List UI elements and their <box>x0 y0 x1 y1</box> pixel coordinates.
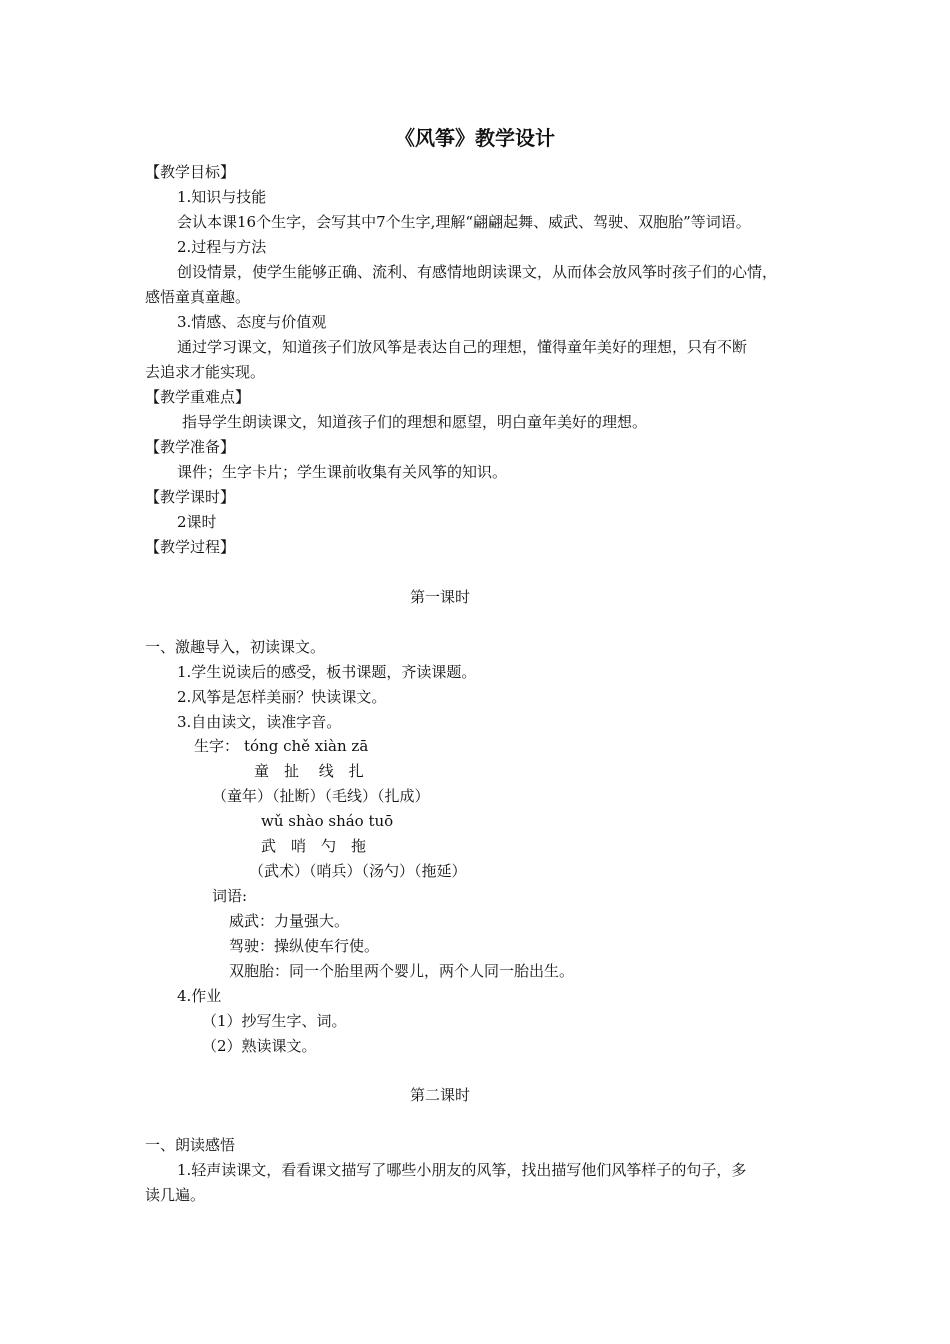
goal3-text-line2: 去追求才能实现。 <box>145 363 266 381</box>
document-title: 《风筝》教学设计 <box>395 126 555 150</box>
homework-1: （1）抄写生字、词。 <box>202 1012 347 1030</box>
prep-heading: 【教学准备】 <box>145 438 236 456</box>
goal1-text: 会认本课16个生字，会写其中7个生字,理解“翩翩起舞、威武、驾驶、双胞胎”等词语。 <box>177 213 751 231</box>
ciyu-label: 词语: <box>212 887 248 905</box>
goal2-text-line1: 创设情景，使学生能够正确、流利、有感情地朗读课文，从而体会放风筝时孩子们的心情， <box>177 263 778 281</box>
goal3-text-line1: 通过学习课文，知道孩子们放风筝是表达自己的理想，懂得童年美好的理想，只有不断 <box>177 338 748 356</box>
goal2-heading: 2.过程与方法 <box>177 238 267 256</box>
lesson1-section1: 一、激趣导入，初读课文。 <box>145 638 326 656</box>
lesson1-item3: 3.自由读文，读准字音。 <box>177 713 342 731</box>
goal3-heading: 3.情感、态度与价值观 <box>177 313 327 331</box>
process-heading: 【教学过程】 <box>145 538 236 556</box>
lesson1-item1: 1.学生说读后的感受，板书课题，齐读课题。 <box>177 663 477 681</box>
lesson2-item1-line2: 读几遍。 <box>145 1186 206 1204</box>
hours-text: 2课时 <box>177 513 217 531</box>
pinyin-row2: wǔ shào sháo tuō <box>261 812 394 830</box>
homework-2: （2）熟读课文。 <box>202 1037 317 1055</box>
lesson2-title: 第二课时 <box>409 1086 470 1104</box>
prep-text: 课件；生字卡片；学生课前收集有关风筝的知识。 <box>177 463 508 481</box>
goal1-heading: 1.知识与技能 <box>177 188 267 206</box>
lesson2-item1-line1: 1.轻声读课文，看看课文描写了哪些小朋友的风筝，找出描写他们风筝样子的句子，多 <box>177 1161 747 1179</box>
characters-row2: 武 哨 勺 拖 <box>261 837 367 855</box>
definition-1: 威武：力量强大。 <box>229 912 350 930</box>
key-points-heading: 【教学重难点】 <box>145 388 251 406</box>
words-row2: （武术）（哨兵）（汤勺）（拖延） <box>249 862 467 880</box>
lesson1-item2: 2.风筝是怎样美丽？快读课文。 <box>177 688 387 706</box>
hours-heading: 【教学课时】 <box>145 488 236 506</box>
lesson1-item4: 4.作业 <box>177 987 222 1005</box>
pinyin-row1: tóng chě xiàn zā <box>244 737 369 755</box>
lesson2-section1: 一、朗读感悟 <box>145 1136 236 1154</box>
goals-heading: 【教学目标】 <box>145 163 236 181</box>
goal2-text-line2: 感悟童真童趣。 <box>145 288 251 306</box>
key-points-text: 指导学生朗读课文，知道孩子们的理想和愿望，明白童年美好的理想。 <box>182 413 648 431</box>
shengzi-label: 生字： <box>194 737 240 755</box>
words-row1: （童年）（扯断）（毛线）（扎成） <box>212 787 430 805</box>
definition-2: 驾驶：操纵使车行使。 <box>229 937 380 955</box>
characters-row1: 童 扯 线 扎 <box>254 762 364 780</box>
lesson1-title: 第一课时 <box>409 588 470 606</box>
definition-3: 双胞胎：同一个胎里两个婴儿，两个人同一胎出生。 <box>229 962 575 980</box>
